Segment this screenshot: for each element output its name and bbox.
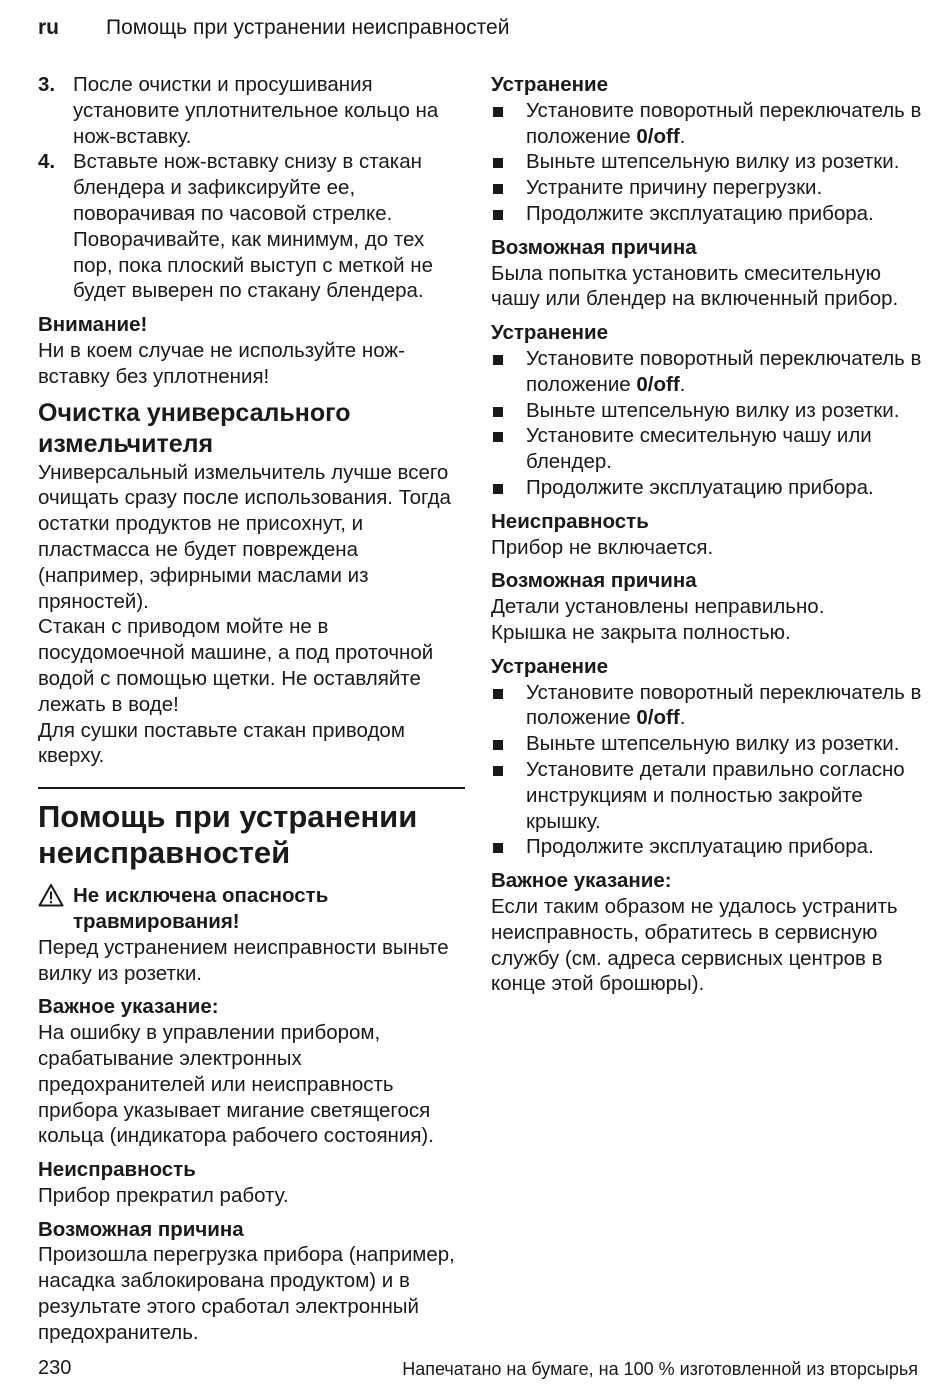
remedy-list	[491, 680, 923, 861]
cleaning-paragraph: Универсальный измельчитель лучше всего очищать сразу после использования. Тогда остатки продуктов не присохнут, и пластмасса не будет повреждена (например, эфирными маслами из пряностей).	[38, 460, 451, 613]
list-item-text: Устраните причину перегрузки.	[526, 176, 823, 200]
section-divider	[38, 787, 465, 789]
remedy-label: Устранение	[491, 73, 608, 96]
remedy-list	[491, 346, 923, 501]
list-item	[491, 423, 923, 475]
section-heading: Помощь при устранении неисправностей	[38, 799, 418, 871]
cause-label: Возможная причина	[491, 235, 697, 259]
bullet-square-icon	[493, 158, 503, 168]
bullet-square-icon	[493, 766, 503, 776]
fault-text: Прибор не включается.	[491, 535, 714, 559]
language-code: ru	[38, 16, 59, 39]
important-text: Если таким образом не удалось устранить неисправность, обратитесь в сервисную службу (см. адреса сервисных центров в конце этой брошюры).	[491, 894, 898, 996]
bullet-square-icon	[493, 432, 503, 442]
step-number: 4.	[38, 150, 56, 174]
remedy-label: Устранение	[491, 654, 608, 678]
left-column	[38, 72, 466, 1346]
list-item	[491, 731, 923, 757]
list-item-text: .	[679, 372, 686, 396]
right-column	[491, 72, 923, 997]
fault-text: Прибор прекратил работу.	[38, 1183, 289, 1207]
bullet-square-icon	[493, 843, 503, 853]
list-item-text: Продолжите эксплуатацию прибора.	[526, 475, 874, 499]
list-item-text: Установите смесительную чашу или блендер.	[526, 424, 872, 474]
remedy-label: Устранение	[491, 321, 608, 345]
bullet-square-icon	[493, 407, 503, 417]
remedy-list	[491, 98, 923, 227]
warning-title-text: Не исключена опасность травмирования!	[73, 884, 329, 933]
attention-text: Ни в коем случае не используйте нож-вставку без уплотнения!	[38, 338, 405, 388]
list-item-text: Установите поворотный переключатель в положение	[526, 346, 922, 396]
list-item-text: Продолжите эксплуатацию прибора.	[526, 201, 874, 225]
step-item	[38, 149, 466, 304]
warning-text: Перед устранением неисправности выньте вилку из розетки.	[38, 935, 449, 985]
list-item-text: Установите детали правильно согласно инструкциям и полностью закройте крышку.	[526, 757, 905, 833]
list-item-text: .	[679, 706, 686, 730]
list-item	[491, 149, 923, 175]
list-item-text: Продолжите эксплуатацию прибора.	[526, 835, 874, 859]
list-item	[491, 680, 923, 732]
important-text: На ошибку в управлении прибором, срабатывание электронных предохранителей или неисправность прибора указывает мигание светящегося кольца (индикатора рабочего состояния).	[38, 1021, 434, 1148]
cause-text: Крышка не закрыта полностью.	[491, 620, 791, 644]
list-item-text: Установите поворотный переключатель в положение	[526, 680, 922, 730]
important-label: Важное указание:	[491, 869, 672, 893]
bullet-square-icon	[493, 184, 503, 194]
list-item-text: .	[679, 124, 686, 148]
cleaning-paragraph: Стакан с приводом мойте не в посудомоечной машине, а под проточной водой с помощью щетки. Не оставляйте лежать в воде!	[38, 615, 434, 716]
list-item-text: Выньте штепсельную вилку из розетки.	[526, 150, 900, 174]
bullet-square-icon	[493, 689, 503, 699]
important-label: Важное указание:	[38, 995, 219, 1019]
cleaning-steps	[38, 72, 466, 304]
warning-title	[38, 883, 466, 935]
bullet-square-icon	[493, 107, 503, 117]
switch-position: 0/off	[636, 124, 680, 148]
attention-label: Внимание!	[38, 313, 148, 337]
cause-text: Детали установлены неправильно.	[491, 595, 825, 619]
page-number: 230	[38, 1357, 72, 1379]
list-item	[491, 98, 923, 150]
cause-text: Была попытка установить смесительную чашу или блендер на включенный прибор.	[491, 261, 899, 311]
warning-triangle-icon	[38, 883, 64, 907]
step-number: 3.	[38, 73, 56, 96]
bullet-square-icon	[493, 210, 503, 220]
fault-label: Неисправность	[38, 1158, 196, 1182]
step-text: После очистки и просушивания установите уплотнительное кольцо на нож-вставку.	[73, 73, 439, 148]
cause-label: Возможная причина	[491, 569, 697, 593]
cause-label: Возможная причина	[38, 1217, 244, 1241]
list-item	[491, 475, 923, 501]
list-item	[491, 201, 923, 227]
bullet-square-icon	[493, 484, 503, 494]
switch-position: 0/off	[636, 706, 680, 730]
list-item	[491, 175, 923, 201]
step-item	[38, 72, 466, 149]
cause-text: Произошла перегрузка прибора (например, насадка заблокирована продуктом) и в результате этого сработал электронный предохранитель.	[38, 1243, 455, 1344]
page-header	[38, 14, 509, 42]
list-item-text: Установите поворотный переключатель в положение	[526, 98, 922, 148]
list-item-text: Выньте штепсельную вилку из розетки.	[526, 732, 900, 756]
footer-note: Напечатано на бумаге, на 100 % изготовленной из вторсырья	[402, 1359, 918, 1379]
bullet-square-icon	[493, 740, 503, 750]
cleaning-heading: Очистка универсального измельчителя	[38, 398, 351, 458]
list-item	[491, 346, 923, 398]
fault-label: Неисправность	[491, 509, 649, 533]
header-title: Помощь при устранении неисправностей	[106, 16, 510, 39]
switch-position: 0/off	[636, 372, 680, 396]
list-item	[491, 834, 923, 860]
bullet-square-icon	[493, 355, 503, 365]
step-text: Вставьте нож-вставку снизу в стакан блендера и зафиксируйте ее, поворачивая по часовой стрелке. Поворачивайте, как минимум, до тех пор, пока плоский выступ с меткой не будет выверен по стакану блендера.	[73, 150, 433, 303]
list-item	[491, 398, 923, 424]
list-item	[491, 757, 923, 834]
cleaning-paragraph: Для сушки поставьте стакан приводом кверху.	[38, 718, 405, 768]
list-item-text: Выньте штепсельную вилку из розетки.	[526, 398, 900, 422]
